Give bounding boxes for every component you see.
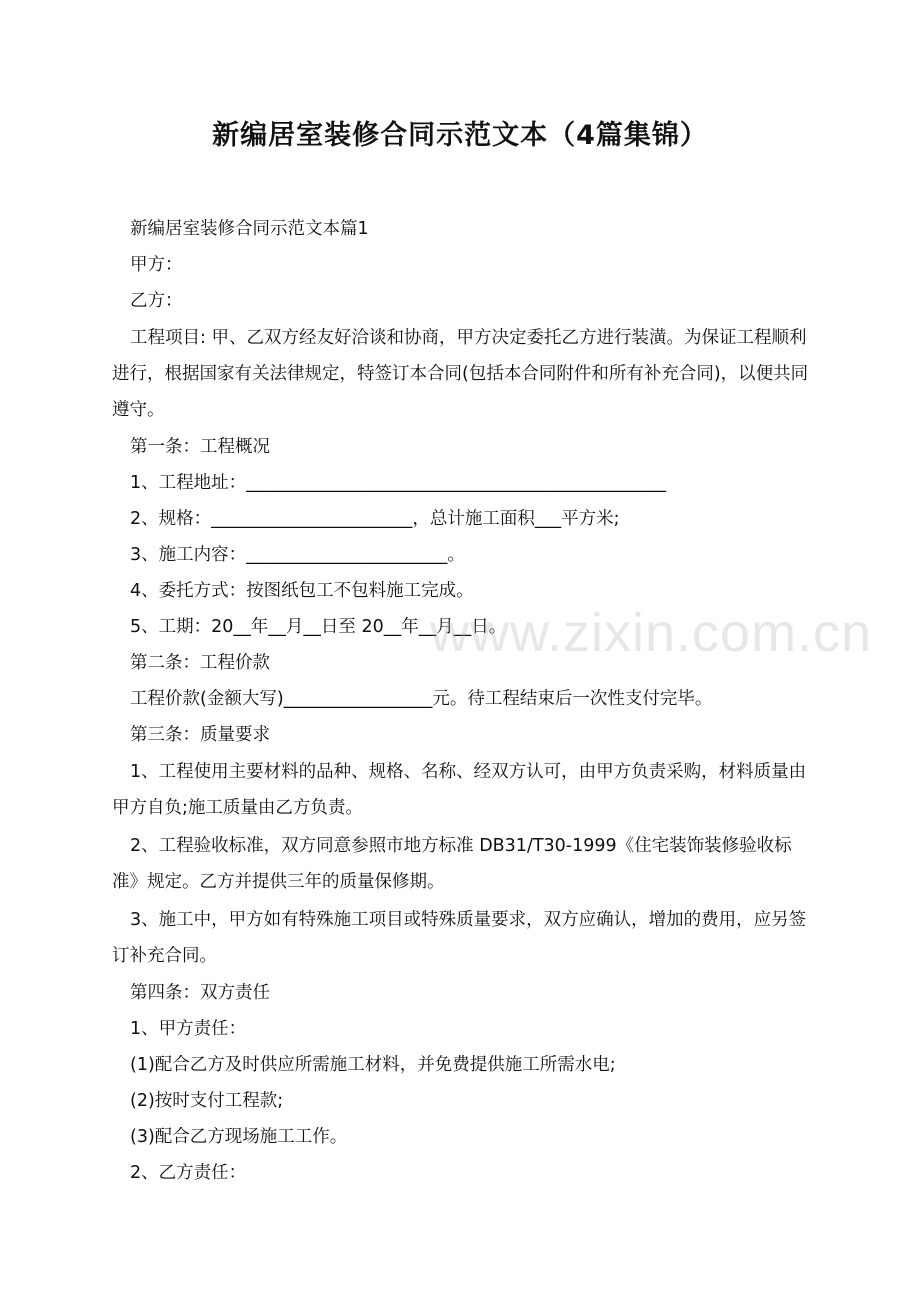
project-paragraph: 工程项目: 甲、乙双方经友好洽谈和协商，甲方决定委托乙方进行装潢。为保证工程顺利进行，根据国家有关法律规定，特签订本合同(包括本合同附件和所有补充合同)，以便共同遵守。 bbox=[112, 328, 809, 420]
clause-content: 3、施工内容：_______________________。 bbox=[130, 545, 465, 565]
party-a-duty-3: (3)配合乙方现场施工工作。 bbox=[130, 1127, 348, 1147]
watermark-text: www.zixin.com.cn bbox=[430, 603, 873, 663]
clause-duration: 5、工期：20__年__月__日至 20__年__月__日。 bbox=[130, 617, 507, 637]
clause-method: 4、委托方式：按图纸包工不包料施工完成。 bbox=[130, 581, 474, 601]
party-a-duty-heading: 1、甲方责任： bbox=[130, 1019, 247, 1039]
document-title: 新编居室装修合同示范文本（4篇集锦） bbox=[212, 120, 708, 151]
clause-materials: 1、工程使用主要材料的品种、规格、名称、经双方认可，由甲方负责采购，材料质量由甲方自负;施工质量由乙方负责。 bbox=[112, 762, 807, 818]
article-3-heading: 第三条：质量要求 bbox=[130, 725, 270, 745]
article-1-heading: 第一条：工程概况 bbox=[130, 437, 270, 457]
article-4-heading: 第四条：双方责任 bbox=[130, 983, 270, 1003]
party-a-duty-2: (2)按时支付工程款; bbox=[130, 1091, 284, 1111]
clause-address: 1、工程地址：________________________________________________ bbox=[130, 473, 667, 493]
article-2-heading: 第二条：工程价款 bbox=[130, 653, 270, 673]
party-b-line: 乙方： bbox=[130, 291, 183, 311]
party-a-line: 甲方： bbox=[130, 255, 183, 275]
section-heading: 新编居室装修合同示范文本篇1 bbox=[130, 219, 369, 239]
clause-standard: 2、工程验收标准，双方同意参照市地方标准 DB31/T30-1999《住宅装饰装修验收标准》规定。乙方并提供三年的质量保修期。 bbox=[112, 836, 792, 892]
party-b-duty-heading: 2、乙方责任： bbox=[130, 1163, 247, 1183]
clause-special: 3、施工中，甲方如有特殊施工项目或特殊质量要求，双方应确认，增加的费用，应另签订补充合同。 bbox=[112, 910, 807, 966]
party-a-duty-1: (1)配合乙方及时供应所需施工材料，并免费提供施工所需水电; bbox=[130, 1055, 616, 1075]
clause-price: 工程价款(金额大写)_________________元。待工程结束后一次性支付完毕。 bbox=[130, 689, 713, 709]
document-body bbox=[112, 212, 812, 1192]
clause-spec: 2、规格：_______________________，总计施工面积___平方米; bbox=[130, 509, 620, 529]
